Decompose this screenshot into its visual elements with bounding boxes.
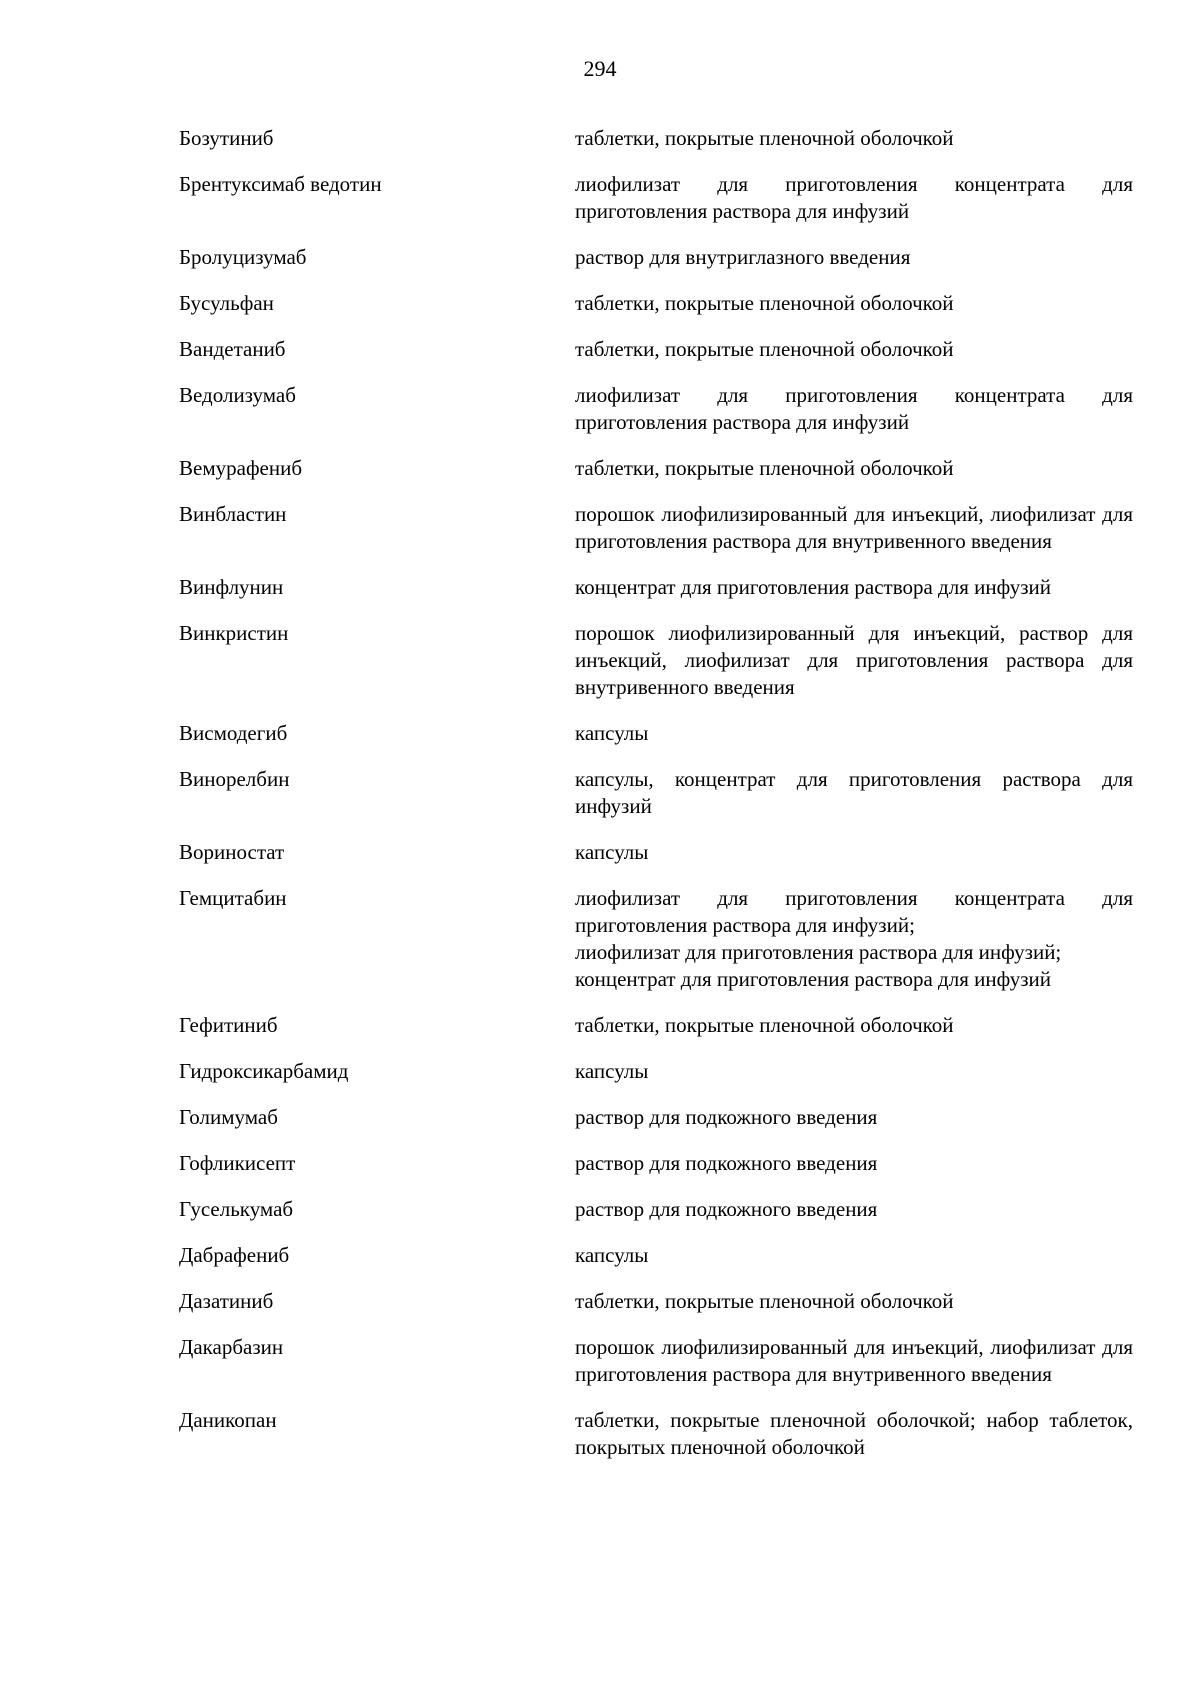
- drug-row: [179, 1104, 1133, 1131]
- drug-name: Винкристин: [179, 621, 289, 645]
- drug-name: Вандетаниб: [179, 337, 286, 361]
- dosage-form: таблетки, покрытые пленочной оболочкой: [575, 456, 954, 480]
- drug-name: Бусульфан: [179, 291, 274, 315]
- dosage-form: порошок лиофилизированный для инъекций, раствор для инъекций, лиофилизат для приготовления раствора для внутривенного введения: [575, 621, 1133, 699]
- dosage-form: капсулы: [575, 1243, 649, 1267]
- dosage-form: лиофилизат для приготовления концентрата для приготовления раствора для инфузий: [575, 172, 1133, 223]
- dosage-form: таблетки, покрытые пленочной оболочкой: [575, 1289, 954, 1313]
- drug-name: Брентуксимаб ведотин: [179, 172, 382, 196]
- drug-list: [179, 125, 1133, 1480]
- drug-row: [179, 1334, 1133, 1388]
- dosage-form: раствор для подкожного введения: [575, 1197, 878, 1221]
- drug-row: [179, 766, 1133, 820]
- drug-row: [179, 125, 1133, 152]
- drug-row: [179, 839, 1133, 866]
- drug-name: Ведолизумаб: [179, 383, 296, 407]
- dosage-form: раствор для внутриглазного введения: [575, 245, 911, 269]
- drug-name: Гемцитабин: [179, 886, 287, 910]
- drug-row: [179, 336, 1133, 363]
- drug-row: [179, 1288, 1133, 1315]
- dosage-form: концентрат для приготовления раствора для инфузий: [575, 575, 1051, 599]
- drug-name: Гидроксикарбамид: [179, 1059, 349, 1083]
- dosage-form: порошок лиофилизированный для инъекций, лиофилизат для приготовления раствора для внутривенного введения: [575, 502, 1133, 553]
- drug-row: [179, 382, 1133, 436]
- drug-row: [179, 1242, 1133, 1269]
- drug-row: [179, 885, 1133, 993]
- drug-row: [179, 620, 1133, 701]
- drug-name: Дазатиниб: [179, 1289, 274, 1313]
- drug-row: [179, 1012, 1133, 1039]
- drug-name: Дакарбазин: [179, 1335, 284, 1359]
- drug-row: [179, 455, 1133, 482]
- drug-name: Вемурафениб: [179, 456, 303, 480]
- drug-row: [179, 574, 1133, 601]
- drug-name: Винбластин: [179, 502, 287, 526]
- dosage-form: капсулы, концентрат для приготовления раствора для инфузий: [575, 767, 1133, 818]
- drug-row: [179, 290, 1133, 317]
- dosage-form: лиофилизат для приготовления концентрата для приготовления раствора для инфузий; лиофилизат для приготовления раствора для инфузий; концентрат для приготовления раствора для инфузий: [575, 886, 1133, 991]
- dosage-form: таблетки, покрытые пленочной оболочкой: [575, 291, 954, 315]
- drug-row: [179, 1196, 1133, 1223]
- drug-row: [179, 501, 1133, 555]
- dosage-form: капсулы: [575, 721, 649, 745]
- drug-row: [179, 1407, 1133, 1461]
- drug-name: Винорелбин: [179, 767, 290, 791]
- dosage-form: таблетки, покрытые пленочной оболочкой; набор таблеток, покрытых пленочной оболочкой: [575, 1408, 1133, 1459]
- dosage-form: капсулы: [575, 840, 649, 864]
- drug-name: Винфлунин: [179, 575, 284, 599]
- dosage-form: раствор для подкожного введения: [575, 1105, 878, 1129]
- drug-row: [179, 720, 1133, 747]
- drug-name: Даникопан: [179, 1408, 277, 1432]
- drug-name: Бозутиниб: [179, 126, 274, 150]
- drug-name: Вориностат: [179, 840, 285, 864]
- dosage-form: порошок лиофилизированный для инъекций, лиофилизат для приготовления раствора для внутривенного введения: [575, 1335, 1133, 1386]
- drug-row: [179, 1150, 1133, 1177]
- dosage-form: таблетки, покрытые пленочной оболочкой: [575, 1013, 954, 1037]
- dosage-form: таблетки, покрытые пленочной оболочкой: [575, 337, 954, 361]
- page-number: 294: [583, 56, 617, 81]
- drug-name: Висмодегиб: [179, 721, 288, 745]
- drug-name: Гефитиниб: [179, 1013, 278, 1037]
- drug-name: Бролуцизумаб: [179, 245, 307, 269]
- dosage-form: раствор для подкожного введения: [575, 1151, 878, 1175]
- drug-name: Гофликисепт: [179, 1151, 296, 1175]
- drug-name: Голимумаб: [179, 1105, 278, 1129]
- dosage-form: капсулы: [575, 1059, 649, 1083]
- drug-row: [179, 244, 1133, 271]
- dosage-form: таблетки, покрытые пленочной оболочкой: [575, 126, 954, 150]
- drug-name: Гуселькумаб: [179, 1197, 294, 1221]
- drug-row: [179, 171, 1133, 225]
- dosage-form: лиофилизат для приготовления концентрата для приготовления раствора для инфузий: [575, 383, 1133, 434]
- drug-name: Дабрафениб: [179, 1243, 290, 1267]
- drug-row: [179, 1058, 1133, 1085]
